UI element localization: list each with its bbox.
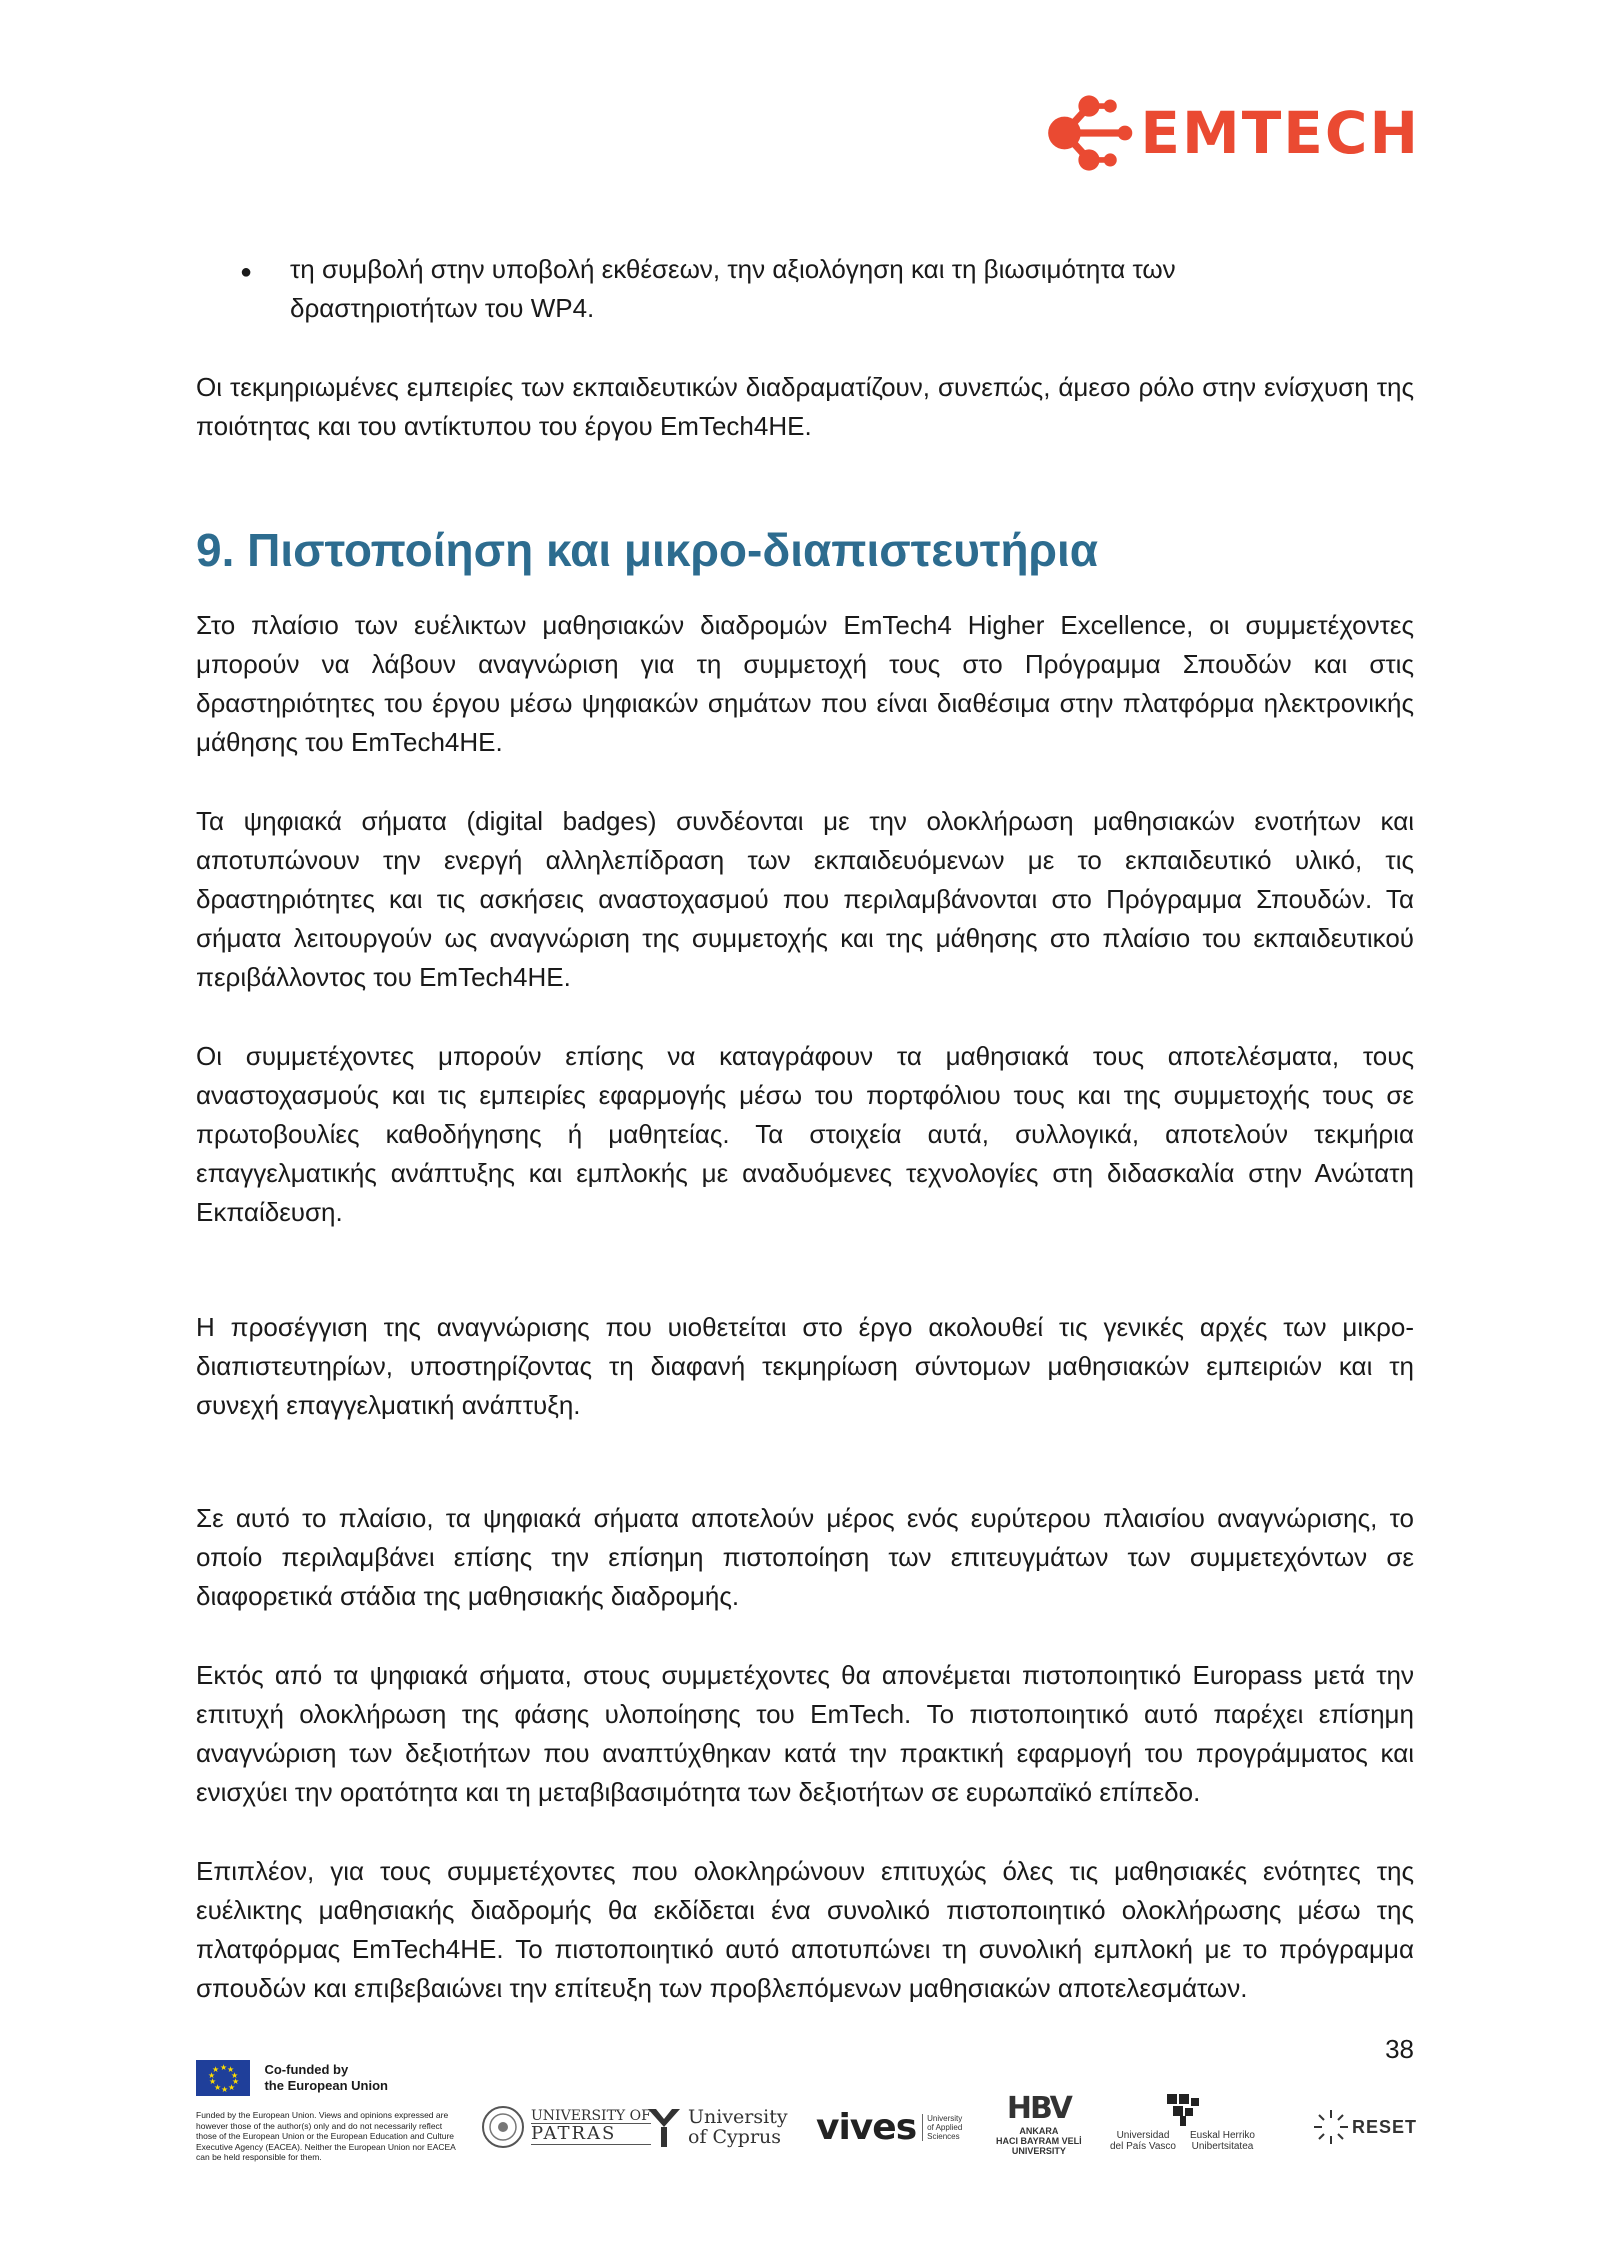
- logo-university-of-patras: [481, 2092, 651, 2162]
- ehu-line: Universidad: [1116, 2130, 1170, 2141]
- logo-university-of-cyprus: [646, 2092, 788, 2162]
- footer: [196, 2060, 1416, 2210]
- section-heading: 9. Πιστοποίηση και μικρο-διαπιστευτήρια: [196, 524, 1099, 576]
- vives-subtitle: [922, 2114, 962, 2141]
- eu-flag-icon: ★ ★ ★ ★ ★ ★ ★ ★ ★ ★: [196, 2060, 250, 2096]
- patras-line: PATRAS: [531, 2123, 651, 2145]
- eu-label: [264, 2062, 388, 2094]
- vives-sub-line: University: [927, 2113, 963, 2123]
- ankara-line: HACI BAYRAM VELİ: [996, 2136, 1082, 2146]
- ankara-line: ANKARA: [1019, 2126, 1059, 2136]
- paragraph: Τα ψηφιακά σήματα (digital badges) συνδέονται με την ολοκλήρωση μαθησιακών ενοτήτων και αποτυπώνουν την ενεργή αλληλεπίδραση των εκπαιδευόμενων με το εκπαιδευτικό υλικό, τις δραστηριότητες και τις ασκήσεις αναστοχασμού που περιλαμβάνονται στο Πρόγραμμα Σπουδών. Τα σήματα λειτουργούν ως αναγνώριση της συμμετοχής και της μάθησης στο πλαίσιο του εκπαιδευτικού περιβάλλοντος του EmTech4HE.: [196, 806, 1414, 992]
- paragraph: Η προσέγγιση της αναγνώρισης που υιοθετείται στο έργο ακολουθεί τις γενικές αρχές των μικρο-διαπιστευτηρίων, υποστηρίζοντας τη διαφανή τεκμηρίωση σύντομων μαθησιακών εμπειριών και τη συνεχή επαγγελματική ανάπτυξη.: [196, 1312, 1414, 1420]
- ehu-tree-icon: [1163, 2092, 1203, 2126]
- cyprus-line: of Cyprus: [688, 2126, 782, 2148]
- cyprus-emblem-icon: [646, 2105, 682, 2149]
- paragraph: Σε αυτό το πλαίσιο, τα ψηφιακά σήματα αποτελούν μέρος ενός ευρύτερου πλαισίου αναγνώρισης, το οποίο περιλαμβάνει επίσης την επίσημη πιστοποίηση των επιτευγμάτων των συμμετεχόντων σε διαφορετικά στάδια της μαθησιακής διαδρομής.: [196, 1503, 1414, 1611]
- vives-sub-line: Sciences: [927, 2131, 960, 2141]
- vives-sub-line: of Applied: [927, 2122, 963, 2132]
- logo-vives: [816, 2092, 962, 2162]
- emtech-logo: [1040, 78, 1420, 188]
- vives-wordmark: vives: [816, 2106, 917, 2148]
- intro-paragraph: Οι τεκμηριωμένες εμπειρίες των εκπαιδευτικών διαδραματίζουν, συνεπώς, άμεσο ρόλο στην ενίσχυση της ποιότητας και του αντίκτυπου του έργου EmTech4HE.: [196, 372, 1414, 441]
- paragraph: Οι συμμετέχοντες μπορούν επίσης να καταγράφουν τα μαθησιακά τους αποτελέσματα, τους αναστοχασμούς και τις εμπειρίες εφαρμογής μέσω του πορτφόλιου τους και της συμμετοχής τους σε πρωτοβουλίες καθοδήγησης ή μαθητείας. Τα στοιχεία αυτά, συλλογικά, αποτελούν τεκμήρια επαγγελματικής ανάπτυξης και εμπλοκής με αναδυόμενες τεχνολογίες στη διδασκαλία στην Ανώτατη Εκπαίδευση.: [196, 1041, 1414, 1227]
- reset-wordmark: RESET: [1352, 2116, 1418, 2137]
- bullet-dot-icon: [196, 250, 290, 328]
- ehu-line: Euskal Herriko: [1189, 2130, 1255, 2141]
- eu-label-line: the European Union: [264, 2078, 388, 2093]
- reset-burst-icon: [1312, 2108, 1350, 2146]
- paragraph: Εκτός από τα ψηφιακά σήματα, στους συμμετέχοντες θα απονέμεται πιστοποιητικό Europass μετά την επιτυχή ολοκλήρωση της φάσης υλοποίησης του EmTech. Το πιστοποιητικό αυτό παρέχει επίσημη αναγνώριση των δεξιοτήτων που αναπτύχθηκαν κατά την πρακτική εφαρμογή του προγράμματος και ενισχύει την ορατότητα και τη μεταβιβασιμότητα των δεξιοτήτων σε ευρωπαϊκό επίπεδο.: [196, 1660, 1414, 1807]
- logo-wordmark: EMTECH: [1140, 99, 1420, 167]
- bullet-item: [196, 250, 1414, 328]
- document-body: [196, 250, 1414, 2048]
- page-number: 38: [1385, 2034, 1414, 2064]
- patras-seal-icon: [481, 2105, 525, 2149]
- eu-disclaimer: Funded by the European Union. Views and opinions expressed are however those of the author(s) only and do not necessarily reflect those of the European Union or the European Education and Culture Executive Agency (EACEA). Neither the European Union nor EACEA can be held responsible for them.: [196, 2110, 456, 2162]
- cyprus-line: University: [688, 2106, 788, 2128]
- patras-line: UNIVERSITY OF: [531, 2108, 651, 2124]
- paragraph: Επιπλέον, για τους συμμετέχοντες που ολοκληρώνουν επιτυχώς όλες τις μαθησιακές ενότητες της ευέλικτης μαθησιακής διαδρομής θα εκδίδεται ένα συνολικό πιστοποιητικό ολοκλήρωσης μέσω της πλατφόρμας EmTech4HE. Το πιστοποιητικό αυτό αποτυπώνει τη συνολική εμπλοκή με το πρόγραμμα σπουδών και επιβεβαιώνει την επίτευξη των προβλεπόμενων μαθησιακών αποτελεσμάτων.: [196, 1856, 1414, 2003]
- ehu-line: del País Vasco: [1110, 2141, 1176, 2152]
- paragraph: Στο πλαίσιο των ευέλικτων μαθησιακών διαδρομών EmTech4 Higher Excellence, οι συμμετέχοντες μπορούν να λάβουν αναγνώριση για τη συμμετοχή τους στο Πρόγραμμα Σπουδών και στις δραστηριότητες του έργου μέσω ψηφιακών σημάτων που είναι διαθέσιμα στην πλατφόρμα ηλεκτρονικής μάθησης του EmTech4HE.: [196, 610, 1414, 757]
- eu-cofunding-block: [196, 2060, 456, 2163]
- molecule-logo-icon: [1040, 78, 1136, 188]
- bullet-text: τη συμβολή στην υποβολή εκθέσεων, την αξιολόγηση και τη βιωσιμότητα των δραστηριοτήτων του WP4.: [290, 254, 1176, 323]
- logo-reset: [1312, 2092, 1417, 2162]
- eu-label-line: Co-funded by: [264, 2062, 349, 2077]
- logo-ankara-haci-bayram-veli: [996, 2092, 1082, 2162]
- ehu-line: Unibertsitatea: [1191, 2141, 1254, 2152]
- logo-upv-ehu: [1110, 2092, 1255, 2162]
- hbv-mark: HBV: [1006, 2091, 1071, 2126]
- ankara-line: UNIVERSITY: [1011, 2146, 1066, 2156]
